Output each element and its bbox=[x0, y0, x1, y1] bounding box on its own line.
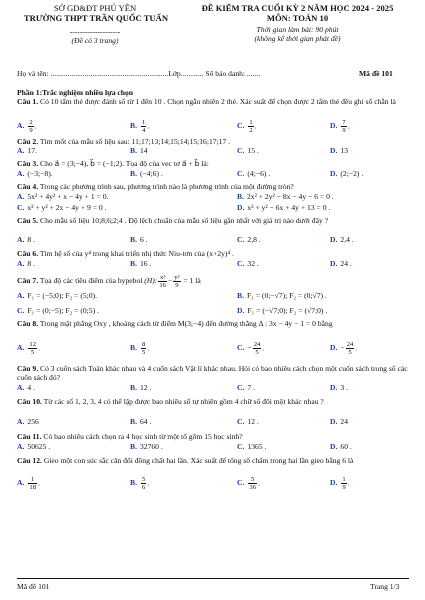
fraction: $\frac{8}{5}$ bbox=[141, 341, 146, 356]
option-text: 32760 . bbox=[139, 442, 163, 451]
option-label: C. bbox=[237, 343, 245, 353]
option-label: A. bbox=[17, 442, 25, 451]
options-9 bbox=[17, 383, 409, 393]
option-label: B. bbox=[237, 291, 244, 300]
question-text: Có 3 cuốn sách Toán khác nhau và 4 cuốn sách Vật lí khác nhau. Hỏi có bao nhiêu cách chọn một cuốn sách trong số các cuốn sách đó? bbox=[17, 364, 408, 382]
option-c[interactable] bbox=[237, 442, 266, 452]
school-name: TRƯỜNG THPT TRẦN QUỐC TUẤN bbox=[23, 13, 169, 23]
subject-title: MÔN: TOÁN 10 bbox=[266, 13, 329, 23]
question-label: Câu 6. bbox=[17, 249, 39, 258]
question-9 bbox=[17, 364, 409, 382]
options-3 bbox=[17, 169, 409, 179]
fraction: $\frac{1}{2}$ bbox=[249, 119, 253, 134]
option-d[interactable] bbox=[330, 259, 352, 269]
option-b[interactable]: B. $\frac{8}{5}$ . bbox=[130, 341, 150, 356]
option-label: C. bbox=[237, 478, 245, 488]
option-label: B. bbox=[130, 146, 137, 155]
question-label: Câu 4. bbox=[17, 182, 39, 191]
question-text: Gieo một con súc sắc cân đối đồng chất hai lần. Xác suất để tổng số chấm trong hai lần gieo bằng 6 là bbox=[43, 456, 354, 465]
option-text: 4 . bbox=[27, 383, 35, 392]
option-text: F₁ = (−5;0); F₂ = (5;0). bbox=[27, 291, 98, 300]
option-label: C. bbox=[237, 235, 245, 244]
fraction: $\frac{7}{9}$ bbox=[342, 119, 346, 134]
option-d[interactable] bbox=[330, 417, 348, 427]
option-text: 3 . bbox=[340, 383, 348, 392]
option-label: D. bbox=[330, 259, 338, 268]
option-label: B. bbox=[130, 383, 137, 392]
options-4-row1 bbox=[17, 192, 409, 202]
option-c[interactable] bbox=[17, 306, 99, 316]
question-5 bbox=[17, 216, 409, 225]
option-text: (−3;−8). bbox=[27, 169, 53, 178]
option-b[interactable] bbox=[130, 417, 151, 427]
option-d[interactable] bbox=[330, 442, 352, 452]
option-a[interactable] bbox=[17, 235, 35, 245]
question-8 bbox=[17, 319, 409, 328]
option-text: 32 . bbox=[247, 259, 259, 268]
fraction: $\frac{5}{36}$ bbox=[249, 476, 256, 491]
option-label: A. bbox=[17, 478, 25, 488]
option-a[interactable]: A. $\frac{12}{5}$ . bbox=[17, 341, 40, 356]
option-label: A. bbox=[17, 192, 25, 201]
options-4-row2 bbox=[17, 203, 409, 213]
fraction: $\frac{2}{9}$ bbox=[29, 119, 33, 134]
option-text: 256 bbox=[27, 417, 39, 426]
option-label: B. bbox=[130, 343, 137, 353]
option-label: D. bbox=[330, 383, 338, 392]
option-b[interactable]: B. $\frac{5}{6}$ . bbox=[130, 476, 150, 491]
options-7-row1 bbox=[17, 291, 409, 301]
question-label: Câu 1. bbox=[17, 97, 39, 106]
option-label: A. bbox=[17, 291, 25, 300]
option-text: 2,8 . bbox=[247, 235, 261, 244]
option-b[interactable]: B. $\frac{1}{4}$ . bbox=[130, 119, 150, 134]
pages-note: (Đề có 3 trang) bbox=[71, 36, 119, 45]
option-text: (4;−6) . bbox=[247, 169, 271, 178]
option-b[interactable] bbox=[237, 192, 334, 202]
option-text: x² + y² − 6x + 4y + 13 = 0 . bbox=[247, 203, 331, 212]
question-text: Tọa độ các tiêu điểm của hypebol bbox=[39, 276, 143, 285]
option-text: (−4;6) . bbox=[139, 169, 163, 178]
question-text: Trong các phương trình sau, phương trình nào là phương trình của một đường tròn? bbox=[39, 182, 294, 191]
option-label: B. bbox=[130, 442, 137, 451]
option-d[interactable] bbox=[237, 203, 330, 213]
option-label: A. bbox=[17, 417, 25, 426]
option-label: D. bbox=[237, 203, 245, 212]
option-label: C. bbox=[17, 203, 25, 212]
option-text: 12 . bbox=[247, 417, 259, 426]
option-label: A. bbox=[17, 121, 25, 131]
question-7: Câu 7. Tọa độ các tiêu điểm của hypebol (H): $\frac{\text{x²}}{16}$ − $\frac{\text{y²}}{9}$ = 1 là bbox=[17, 273, 201, 289]
option-label: A. bbox=[17, 383, 25, 392]
option-text: F₁ = (0;−√7); F₂ = (0;√7) . bbox=[246, 291, 327, 300]
footer-exam-code: Mã đề 101 bbox=[17, 582, 50, 591]
option-text: 50625 . bbox=[27, 442, 51, 451]
question-2 bbox=[17, 137, 409, 146]
option-d[interactable] bbox=[330, 383, 348, 393]
option-label: B. bbox=[237, 192, 244, 201]
option-label: C. bbox=[237, 259, 245, 268]
option-a[interactable] bbox=[17, 146, 37, 156]
option-b[interactable] bbox=[130, 383, 151, 393]
option-label: A. bbox=[17, 235, 25, 244]
question-6 bbox=[17, 249, 409, 258]
option-text: 1365 . bbox=[247, 442, 267, 451]
fraction: $\frac{24}{5}$ bbox=[346, 341, 354, 356]
option-text: 8 . bbox=[27, 235, 35, 244]
option-text: 7 . bbox=[247, 383, 255, 392]
option-text: 2x² + 2y² − 8x − 4y − 6 = 0 . bbox=[246, 192, 334, 201]
fraction: $\frac{\text{x²}}{16}$ bbox=[159, 273, 166, 289]
option-text: 24 bbox=[340, 417, 348, 426]
option-c[interactable] bbox=[237, 169, 270, 179]
option-a[interactable] bbox=[17, 417, 39, 427]
option-label: A. bbox=[17, 169, 25, 178]
option-label: B. bbox=[130, 121, 137, 131]
question-3 bbox=[17, 159, 409, 168]
question-text: Có 10 tấm thẻ được đánh số từ 1 đến 10 . Chọn ngẫu nhiên 2 thẻ. Xác suất để chọn được 2 tấm thẻ đều ghi số chẵn là bbox=[40, 97, 396, 106]
question-label: Câu 9. bbox=[17, 364, 39, 373]
question-label: Câu 7. bbox=[17, 276, 39, 285]
option-a[interactable]: A. $\frac{1}{18}$ . bbox=[17, 476, 40, 491]
option-text: 8 . bbox=[27, 259, 35, 268]
option-label: B. bbox=[130, 235, 137, 244]
option-text: 17. bbox=[27, 146, 37, 155]
options-2 bbox=[17, 146, 409, 156]
option-text: 2,4 . bbox=[340, 235, 354, 244]
option-label: B. bbox=[130, 169, 137, 178]
option-c[interactable]: C. − $\frac{24}{5}$ . bbox=[237, 341, 265, 356]
option-a[interactable] bbox=[17, 259, 35, 269]
option-text: 6 . bbox=[139, 235, 148, 244]
option-text: 15 . bbox=[247, 146, 259, 155]
option-b[interactable] bbox=[237, 291, 327, 301]
option-c[interactable] bbox=[237, 417, 259, 427]
option-label: C. bbox=[237, 383, 245, 392]
fraction: $\frac{5}{6}$ bbox=[141, 476, 146, 491]
exam-title: ĐỀ KIỂM TRA CUỐI KỲ 2 NĂM HỌC 2024 - 2025 bbox=[201, 3, 394, 13]
option-c[interactable]: C. $\frac{1}{2}$ . bbox=[237, 119, 257, 134]
option-a[interactable] bbox=[17, 442, 50, 452]
option-label: D. bbox=[330, 343, 338, 353]
option-c[interactable] bbox=[237, 259, 259, 269]
option-b[interactable] bbox=[130, 235, 148, 245]
option-d[interactable] bbox=[330, 146, 348, 156]
option-c[interactable] bbox=[237, 235, 261, 245]
question-label: Câu 2. bbox=[17, 137, 39, 146]
option-label: D. bbox=[330, 442, 338, 451]
option-b[interactable] bbox=[130, 442, 163, 452]
option-label: C. bbox=[237, 169, 245, 178]
question-label: Câu 8. bbox=[17, 319, 39, 328]
option-d[interactable]: D. $\frac{7}{9}$ . bbox=[330, 119, 350, 134]
options-6 bbox=[17, 259, 409, 269]
option-c[interactable]: C. $\frac{5}{36}$ . bbox=[237, 476, 260, 491]
fraction: $\frac{1}{9}$ bbox=[342, 476, 346, 491]
question-4 bbox=[17, 182, 409, 191]
option-c[interactable] bbox=[17, 203, 107, 213]
option-d[interactable] bbox=[237, 306, 327, 316]
footer-page-number: Trang 1/3 bbox=[370, 582, 400, 591]
footer-divider bbox=[17, 578, 409, 579]
fraction: $\frac{12}{5}$ bbox=[29, 341, 36, 356]
question-label: Câu 11. bbox=[17, 432, 42, 441]
option-text: 16 . bbox=[139, 259, 152, 268]
question-label: Câu 5. bbox=[17, 216, 39, 225]
option-label: D. bbox=[330, 417, 338, 426]
options-8 bbox=[17, 341, 409, 355]
option-text: 14 bbox=[139, 146, 148, 155]
fraction: $\frac{1}{4}$ bbox=[141, 119, 146, 134]
question-label: Câu 10. bbox=[17, 397, 42, 406]
option-d[interactable] bbox=[330, 169, 363, 179]
option-a[interactable]: A. $\frac{2}{9}$ . bbox=[17, 119, 37, 134]
option-label: D. bbox=[330, 121, 338, 131]
header-dashes: -------------------- bbox=[69, 27, 121, 36]
option-c[interactable] bbox=[237, 146, 259, 156]
option-label: A. bbox=[17, 146, 25, 155]
options-10 bbox=[17, 417, 409, 427]
fraction: $\frac{1}{18}$ bbox=[29, 476, 36, 491]
option-a[interactable] bbox=[17, 291, 97, 301]
exam-time-note: (không kể thời gian phát đề) bbox=[254, 34, 341, 43]
fraction: $\frac{\text{y²}}{9}$ bbox=[174, 273, 180, 289]
option-text: F₁ = (0;−5); F₂ = (0;5) . bbox=[27, 306, 99, 315]
option-label: C. bbox=[237, 146, 245, 155]
options-12 bbox=[17, 476, 409, 490]
fraction: $\frac{24}{5}$ bbox=[253, 341, 261, 356]
question-11 bbox=[17, 432, 409, 441]
question-text: Tìm hệ số của y⁴ trong khai triển nhị thức Niu-tơn của (x+2y)⁴ . bbox=[39, 249, 234, 258]
option-text: 64 . bbox=[139, 417, 152, 426]
option-label: A. bbox=[17, 343, 25, 353]
question-12 bbox=[17, 456, 409, 465]
question-text-end: = 1 là bbox=[183, 276, 201, 285]
question-text: Tìm mốt của mẫu số liệu sau: 11;17;13;14;15;14;15;16;17;17 . bbox=[39, 137, 231, 146]
options-11 bbox=[17, 442, 409, 452]
option-b[interactable] bbox=[130, 146, 148, 156]
exam-time: Thời gian làm bài: 90 phút bbox=[256, 25, 339, 34]
question-label: Câu 12. bbox=[17, 456, 42, 465]
question-text: Cho mẫu số liệu 10;8;6;2;4 . Độ lệch chuẩn của mẫu số liệu gần nhất với giá trị nào dưới đây ? bbox=[40, 216, 329, 225]
option-text: 13 bbox=[340, 146, 348, 155]
option-text: F₁ = (−√7;0); F₂ = (√7;0) . bbox=[247, 306, 328, 315]
option-c[interactable] bbox=[237, 383, 255, 393]
department-name: SỞ GD&ĐT PHÚ YÊN bbox=[53, 3, 137, 13]
option-a[interactable] bbox=[17, 192, 108, 202]
student-info-line: Họ và tên: ..............................................................Lớp............ Số báo danh: ....... bbox=[17, 69, 261, 78]
option-text: 60 . bbox=[340, 442, 352, 451]
option-a[interactable] bbox=[17, 383, 35, 393]
option-label: B. bbox=[130, 478, 137, 488]
option-label: D. bbox=[330, 235, 338, 244]
option-d[interactable] bbox=[330, 235, 354, 245]
option-d[interactable]: D. $\frac{1}{9}$ . bbox=[330, 476, 350, 491]
option-text: 24 . bbox=[340, 259, 352, 268]
options-1 bbox=[17, 119, 409, 133]
option-text: 12 . bbox=[139, 383, 152, 392]
option-text: x² + y² + 2x − 4y + 9 = 0 . bbox=[27, 203, 107, 212]
exam-code: Mã đề 101 bbox=[359, 69, 393, 78]
option-d[interactable]: D. − $\frac{24}{5}$ . bbox=[330, 341, 358, 356]
option-label: D. bbox=[330, 169, 338, 178]
option-label: C. bbox=[237, 121, 245, 131]
option-b[interactable] bbox=[130, 169, 163, 179]
question-text: Có bao nhiêu cách chọn ra 4 học sinh từ một tổ gồm 15 học sinh? bbox=[43, 432, 243, 441]
option-label: C. bbox=[17, 306, 25, 315]
option-label: D. bbox=[330, 478, 338, 488]
options-5 bbox=[17, 235, 409, 245]
options-7-row2 bbox=[17, 306, 409, 316]
question-1 bbox=[17, 97, 409, 106]
hyperbola-name: (H): bbox=[144, 276, 158, 285]
option-text: (2;−2) . bbox=[340, 169, 364, 178]
option-label: A. bbox=[17, 259, 25, 268]
option-label: D. bbox=[330, 146, 338, 155]
option-b[interactable] bbox=[130, 259, 151, 269]
question-label: Câu 3. bbox=[17, 159, 39, 168]
option-text: 5x² + 4y² + x − 4y + 1 = 0. bbox=[27, 192, 109, 201]
question-text: Từ các số 1, 2, 3, 4 có thể lập được bao nhiêu số tự nhiên gồm 4 chữ số đôi một khác nhau ? bbox=[43, 397, 324, 406]
option-label: D. bbox=[237, 306, 245, 315]
question-text: Trong mặt phẳng Oxy , khoảng cách từ điểm M(3;−4) đến đường thẳng Δ : 3x − 4y − 1 = 0 bằng bbox=[39, 319, 333, 328]
question-text: Cho a⃗ = (3;−4), b⃗ = (−1;2). Tọa độ của vec tơ a⃗ + b⃗ là: bbox=[40, 159, 209, 168]
option-label: B. bbox=[130, 417, 137, 426]
section-title: Phần 1:Trắc nghiệm nhiều lựa chọn bbox=[17, 88, 134, 97]
option-label: B. bbox=[130, 259, 137, 268]
option-label: C. bbox=[237, 417, 245, 426]
question-10 bbox=[17, 397, 409, 406]
option-a[interactable] bbox=[17, 169, 53, 179]
option-label: C. bbox=[237, 442, 245, 451]
